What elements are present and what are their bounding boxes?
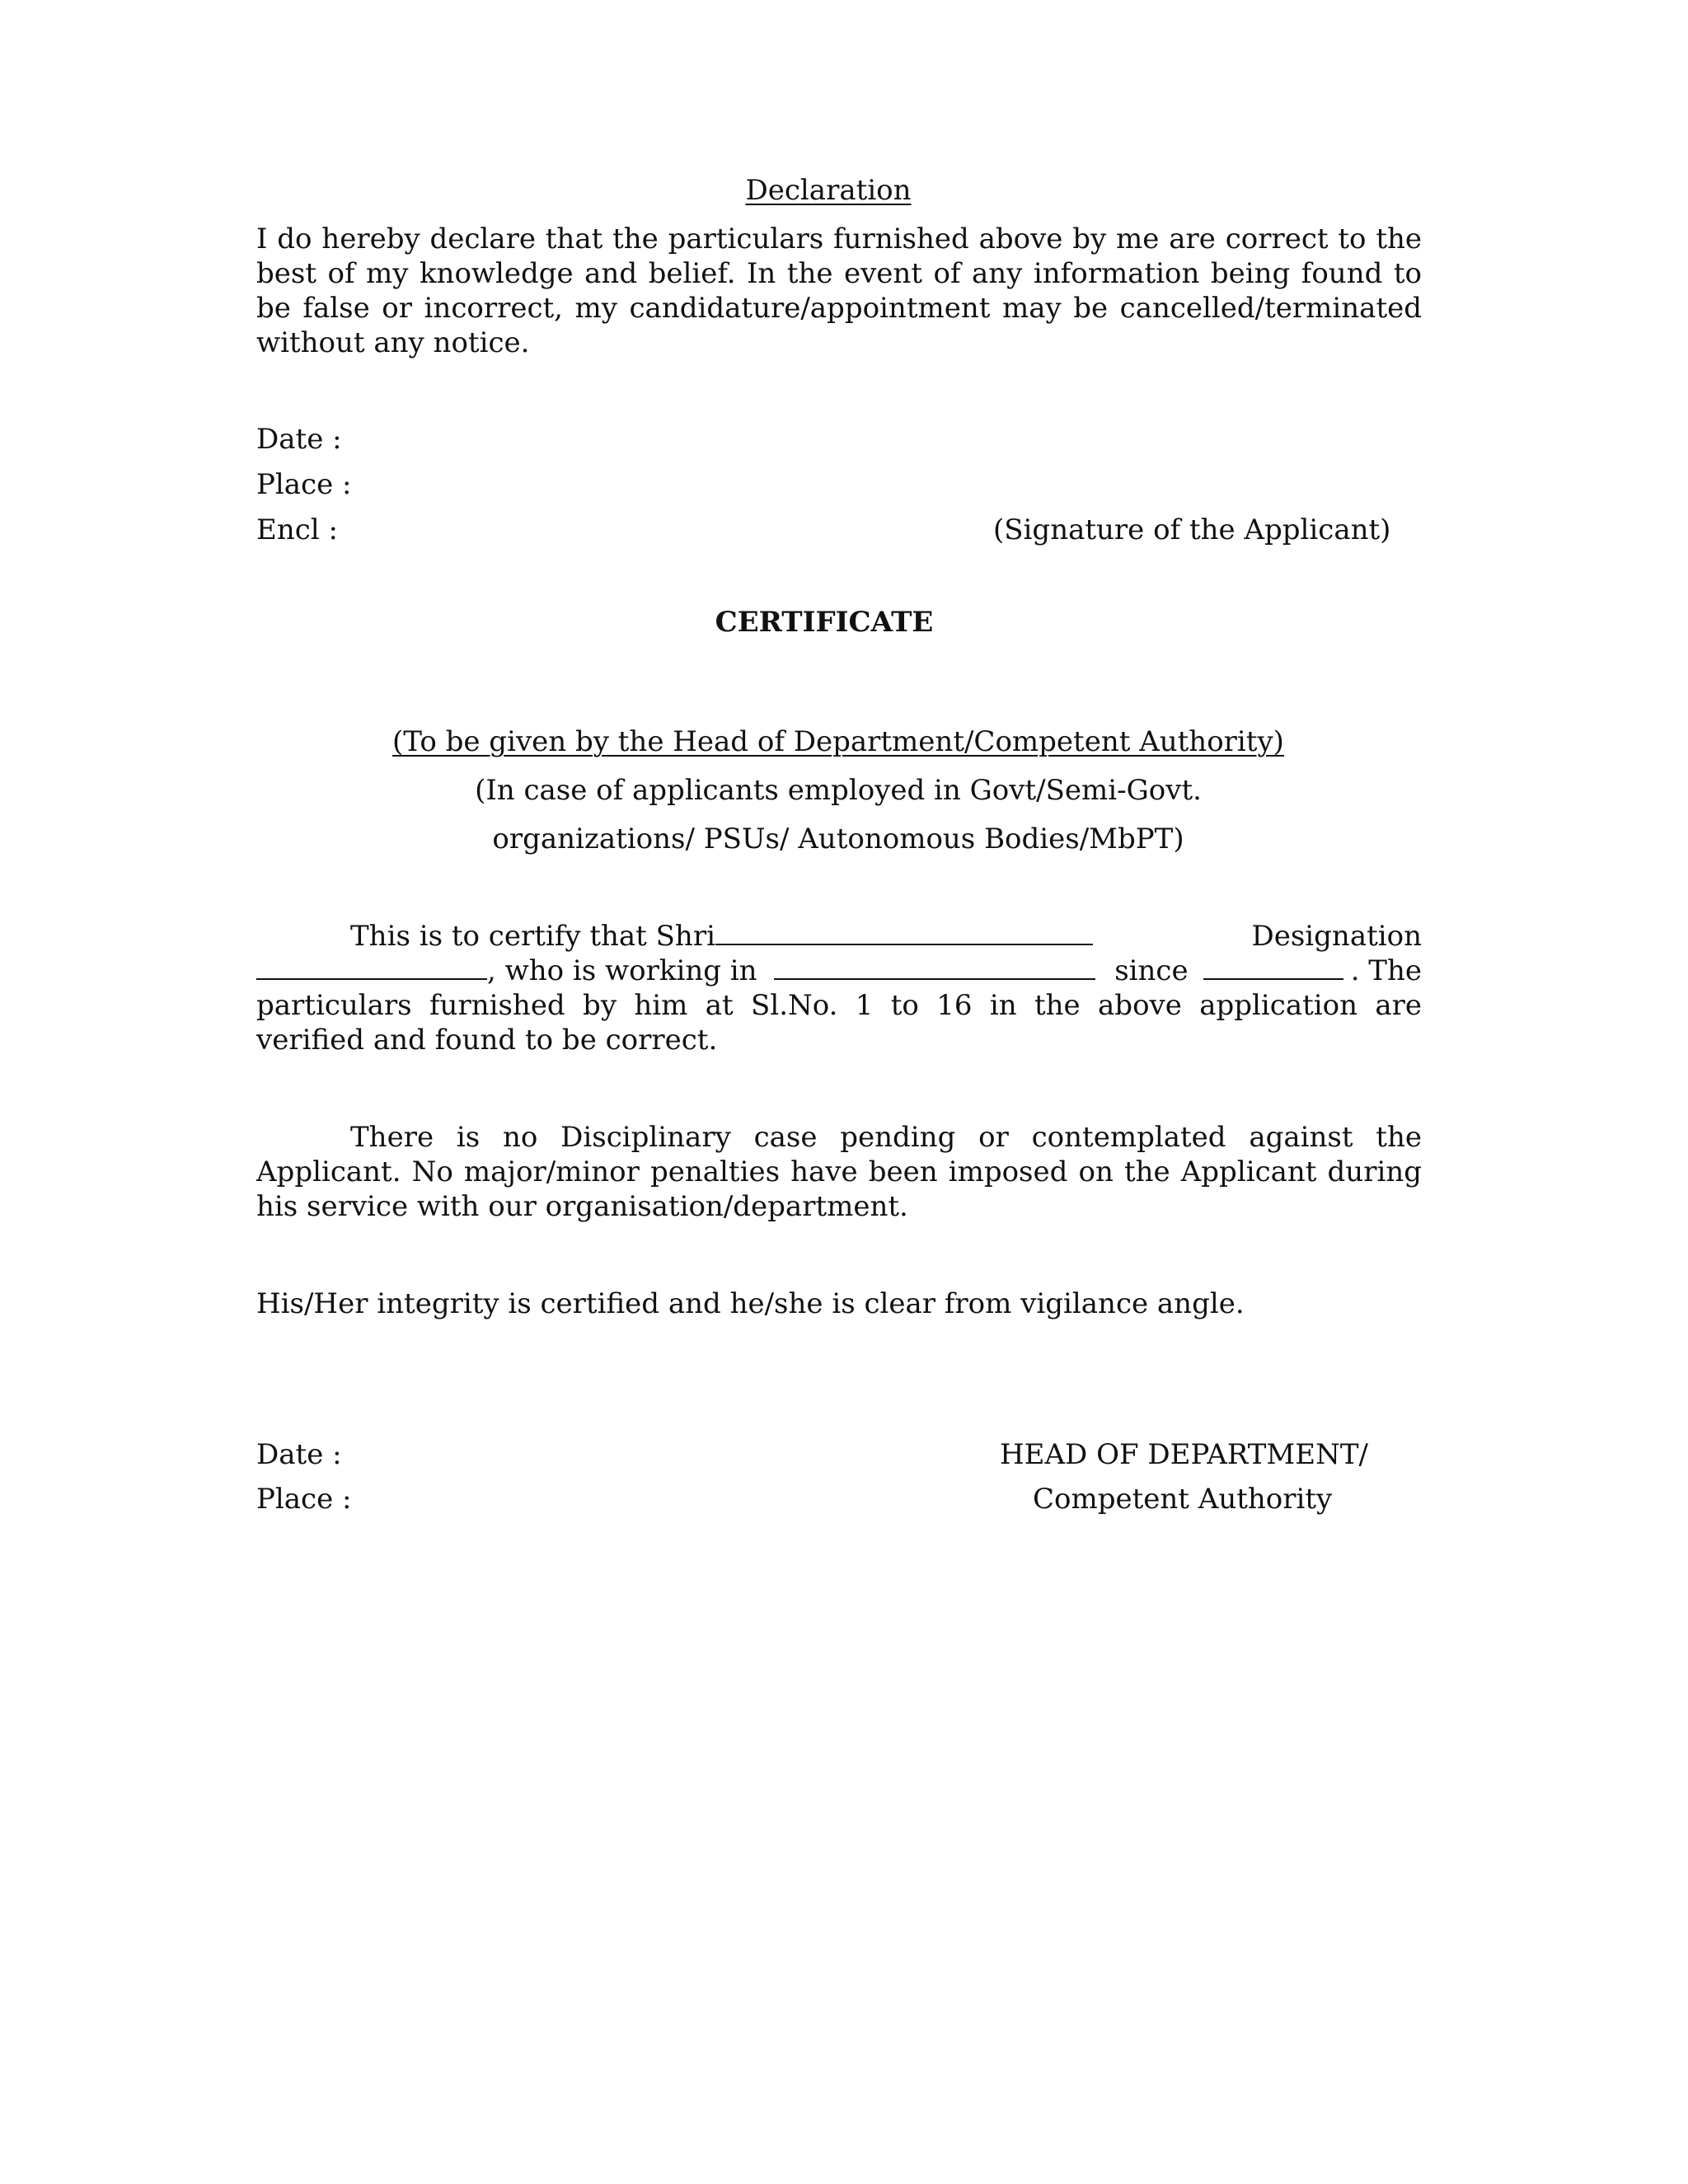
integrity-statement: His/Her integrity is certified and he/she is clear from vigilance angle. [256,1287,1245,1320]
declaration-encl-label: Encl : [256,513,338,546]
certify-rest: particulars furnished by him at Sl.No. 1 to 16 in the above application are verified and found to be correct. [256,989,1422,1057]
applicant-signature-label: (Signature of the Applicant) [993,513,1391,546]
certificate-heading: CERTIFICATE [715,606,934,639]
declaration-date-label: Date : [256,423,342,456]
who-working-label: , who is working in [487,954,757,987]
certificate-place-label: Place : [256,1483,352,1516]
authority-line-2: Competent Authority [1033,1483,1333,1516]
certificate-date-label: Date : [256,1438,342,1471]
designation-label: Designation [1251,920,1422,953]
authority-line-1: HEAD OF DEPARTMENT/ [1000,1438,1368,1471]
the-label: . The [1350,954,1422,987]
certificate-subheading: (To be given by the Head of Department/Competent Authority) [392,725,1284,758]
certify-intro: This is to certify that Shri [350,920,715,953]
shri-name-blank [715,919,1093,945]
disciplinary-paragraph: There is no Disciplinary case pending or contemplated against the Applicant. No major/minor penalties have been imposed on the Applicant during his service with our organisation/department. [256,1121,1422,1223]
designation-blank [256,954,487,980]
since-blank [1203,954,1343,980]
working-in-blank [774,954,1095,980]
declaration-place-label: Place : [256,468,352,501]
since-label: since [1114,954,1189,987]
declaration-heading: Declaration [745,174,912,207]
declaration-body: I do hereby declare that the particulars furnished above by me are correct to the best of my knowledge and belief. In the event of any information being found to be false or incorrect, my candidature/appointment may be cancelled/terminated without any notice. [256,223,1422,359]
certificate-note-line1: (In case of applicants employed in Govt/Semi-Govt. [475,774,1202,807]
certify-line-1 [350,919,1422,954]
certify-line-2 [256,954,1422,988]
certificate-note-line2: organizations/ PSUs/ Autonomous Bodies/MbPT) [492,823,1184,855]
